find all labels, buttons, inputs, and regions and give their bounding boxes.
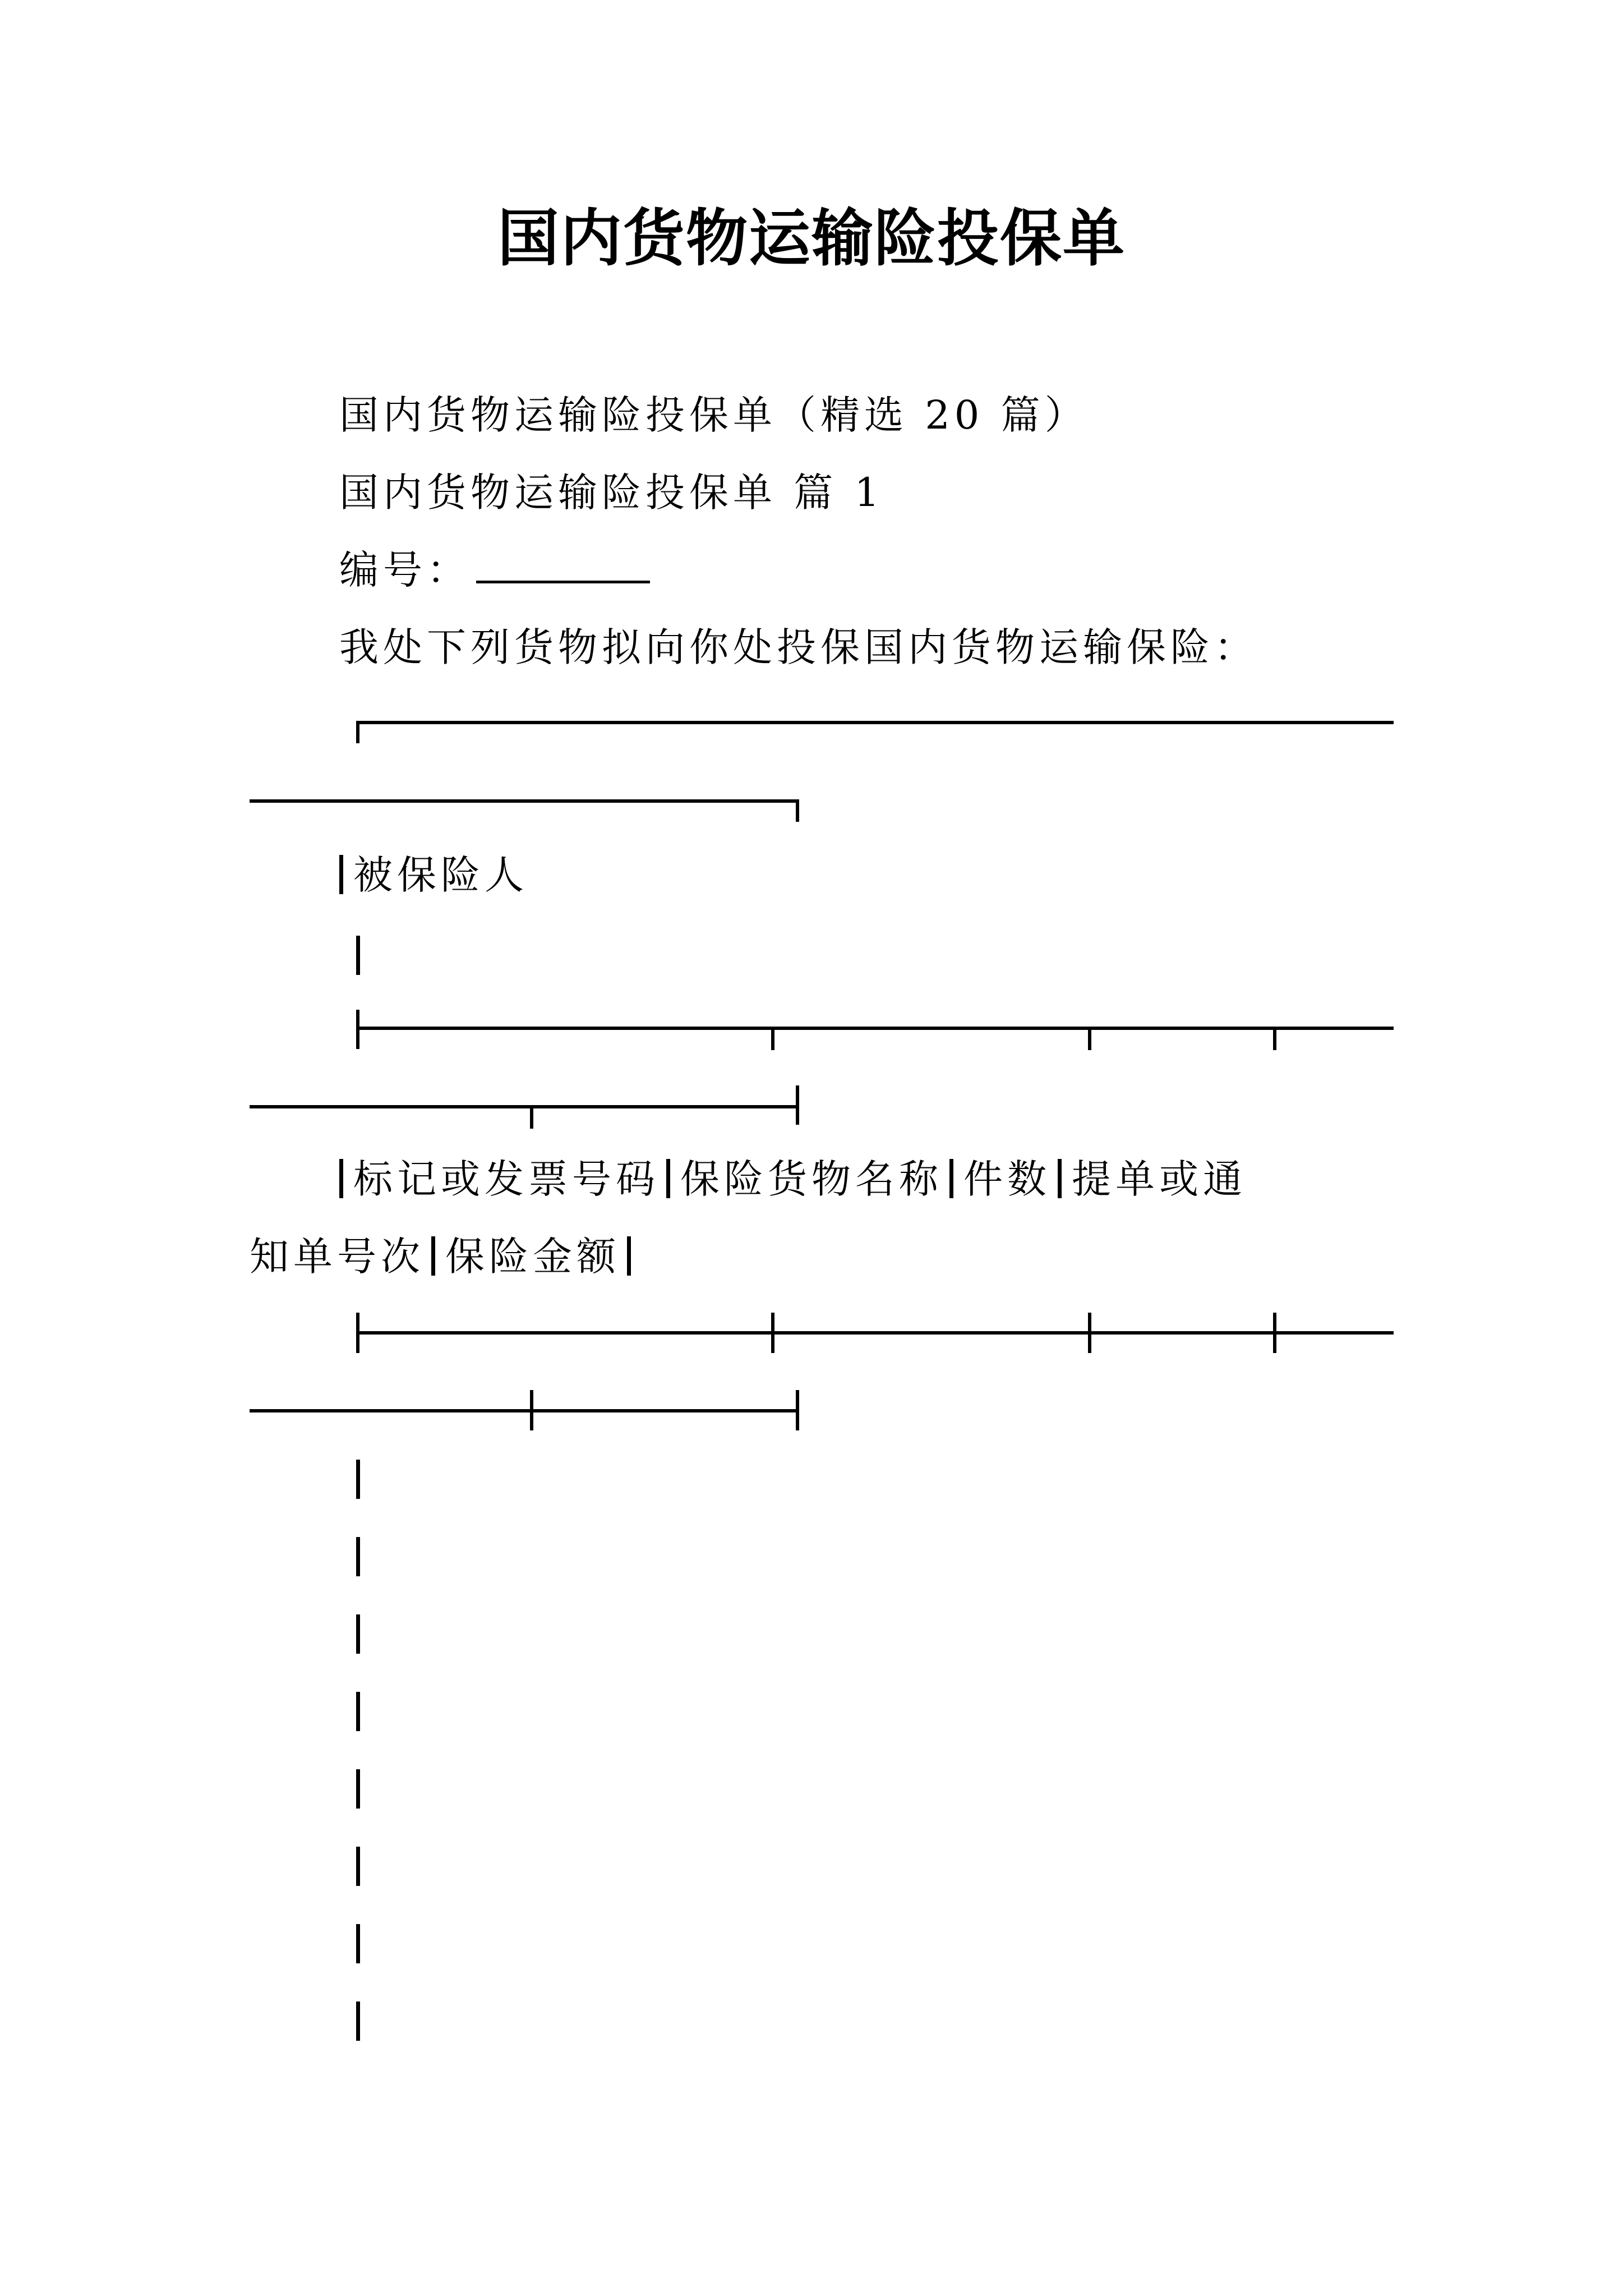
cell-border [356,1537,360,1576]
cell-border [949,1159,953,1198]
divider-tick [1273,1027,1276,1050]
intro-line: 国内货物运输险投保单（精选 20 篇） [339,392,1089,438]
header-row-line1 [339,1151,1247,1207]
cell-border [339,1159,343,1198]
insured-label: 被保险人 [353,852,528,898]
cell-border [356,1614,360,1654]
cell-border [339,855,343,894]
column-header: 提单或通 [1072,1156,1247,1202]
cell-border [1058,1159,1062,1198]
number-label: 编号： [339,547,471,593]
divider-cross [530,1390,533,1430]
form-top-border [356,721,1394,724]
divider-cross [771,1313,774,1353]
column-header: 标记或发票号码 [353,1156,660,1202]
header-row-line2 [250,1228,641,1285]
divider-1-wrap [250,1105,799,1108]
column-header: 保险金额 [445,1234,620,1280]
divider-tick [530,1105,533,1129]
cell-border [356,1924,360,1963]
cell-border [356,936,360,975]
insured-row [339,847,528,903]
divider-cross [1088,1313,1091,1353]
column-header: 件数 [963,1156,1051,1202]
statement-line: 我处下列货物拟向你处投保国内货物运输保险： [339,624,1258,670]
divider-right-tee [796,1390,799,1430]
divider-tick [771,1027,774,1050]
form-top-left-corner [356,721,359,743]
cell-border [356,1692,360,1731]
document-title: 国内货物运输险投保单 [497,202,1126,274]
divider-tick [1088,1027,1091,1050]
cell-border [356,1847,360,1886]
number-blank [476,577,650,583]
column-header: 知单号次 [250,1234,425,1280]
cell-border [627,1236,631,1276]
column-header: 保险货物名称 [680,1156,943,1202]
divider-right-tee [796,1085,799,1125]
number-line [339,542,650,598]
cell-border [431,1236,435,1276]
divider-2 [356,1331,1394,1335]
section-heading: 国内货物运输险投保单 篇 1 [339,470,884,516]
divider-1 [356,1027,1394,1030]
divider-cross [1273,1313,1276,1353]
cell-border [356,2001,360,2041]
form-top-right-corner [796,799,799,822]
divider-2-wrap [250,1409,799,1412]
cell-border [356,1769,360,1809]
cell-border [356,1460,360,1499]
cell-border [666,1159,670,1198]
form-top-border-wrap [250,799,799,803]
